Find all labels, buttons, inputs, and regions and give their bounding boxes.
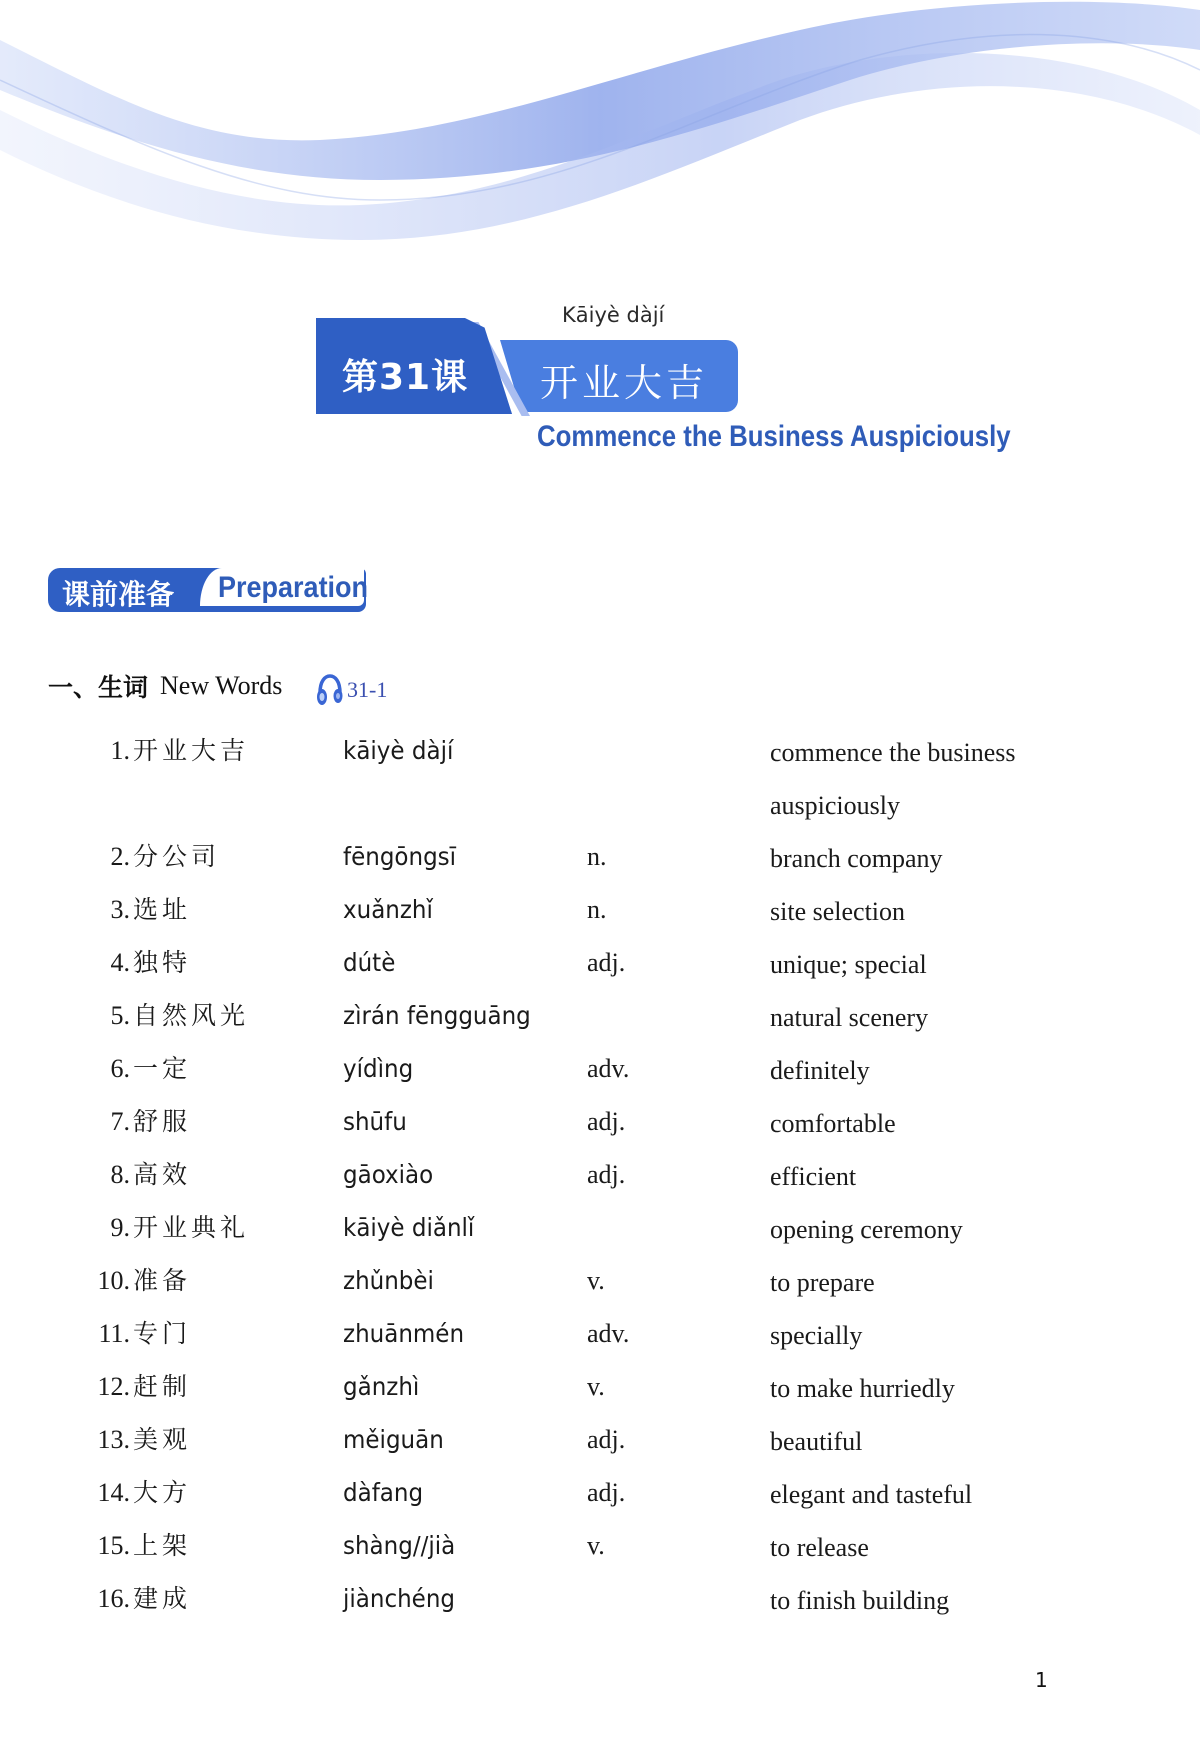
vocab-row [0, 1574, 1200, 1624]
vocab-pinyin: měiguān [343, 1425, 444, 1454]
vocab-hanzi: 赶制 [133, 1372, 192, 1401]
vocab-part-of-speech: v. [587, 1266, 605, 1295]
vocab-part-of-speech: adj. [587, 1478, 626, 1507]
vocab-part-of-speech: n. [587, 842, 607, 871]
header-wave-decoration [0, 0, 1200, 270]
vocab-row [0, 1097, 1200, 1147]
vocab-row [0, 1150, 1200, 1200]
vocab-number: 11. [98, 1319, 130, 1348]
new-words-heading-chinese: 一、生词 [48, 673, 149, 702]
vocab-hanzi: 分公司 [133, 842, 221, 871]
vocab-hanzi: 舒服 [133, 1107, 192, 1136]
vocab-number: 4. [110, 948, 130, 977]
vocab-pinyin: dàfang [343, 1478, 424, 1507]
vocab-pinyin: zìrán fēngguāng [343, 1001, 531, 1030]
vocab-pinyin: kāiyè diǎnlǐ [343, 1213, 475, 1242]
vocab-row [0, 1256, 1200, 1306]
vocab-meaning: opening ceremony [770, 1215, 963, 1244]
vocab-number: 8. [110, 1160, 130, 1189]
new-words-heading [48, 668, 282, 704]
vocab-pinyin: fēngōngsī [343, 842, 457, 871]
vocab-row [0, 832, 1200, 882]
vocab-hanzi: 建成 [133, 1584, 192, 1613]
vocab-hanzi: 独特 [133, 948, 192, 977]
page-number: 1 [1035, 1668, 1048, 1692]
vocab-row [0, 1309, 1200, 1359]
vocab-row [0, 1362, 1200, 1412]
vocab-row [0, 1203, 1200, 1253]
vocab-part-of-speech: adv. [587, 1054, 630, 1083]
vocab-meaning: to finish building [770, 1586, 950, 1615]
vocab-meaning: beautiful [770, 1427, 863, 1456]
vocab-hanzi: 大方 [133, 1478, 192, 1507]
vocab-number: 3. [110, 895, 130, 924]
vocab-number: 9. [110, 1213, 130, 1242]
vocab-pinyin: gāoxiào [343, 1160, 434, 1189]
preparation-banner [48, 568, 369, 612]
lesson-subtitle-english: Commence the Business Auspiciously [537, 420, 1011, 453]
vocab-row [0, 938, 1200, 988]
vocab-number: 1. [110, 736, 130, 765]
vocab-pinyin: shūfu [343, 1107, 407, 1136]
new-words-heading-english: New Words [160, 671, 283, 700]
vocab-meaning: efficient [770, 1162, 857, 1191]
vocab-part-of-speech: adj. [587, 1425, 626, 1454]
vocab-meaning: definitely [770, 1056, 870, 1085]
vocab-pinyin: dútè [343, 948, 396, 977]
vocab-part-of-speech: adj. [587, 948, 626, 977]
vocab-meaning: to prepare [770, 1268, 875, 1297]
vocab-row [0, 1044, 1200, 1094]
vocab-row [0, 991, 1200, 1041]
vocab-meaning: branch company [770, 844, 943, 873]
vocab-hanzi: 上架 [133, 1531, 192, 1560]
lesson-number: 第31课 [342, 357, 469, 398]
vocab-meaning: to release [770, 1533, 869, 1562]
vocab-pinyin: xuǎnzhǐ [343, 895, 433, 924]
vocab-number: 12. [97, 1372, 130, 1401]
audio-track-link[interactable] [316, 673, 387, 707]
vocab-pinyin: kāiyè dàjí [343, 736, 454, 765]
vocab-row [0, 1521, 1200, 1571]
vocab-meaning: comfortable [770, 1109, 896, 1138]
vocab-pinyin: zhuānmén [343, 1319, 465, 1348]
banner-label-chinese: 课前准备 [62, 578, 175, 611]
vocab-part-of-speech: adv. [587, 1319, 630, 1348]
vocab-row [0, 726, 1200, 820]
vocab-number: 14. [97, 1478, 130, 1507]
banner-label-english: Preparation [218, 571, 369, 604]
vocab-hanzi: 自然风光 [133, 1001, 250, 1030]
vocab-hanzi: 准备 [133, 1266, 192, 1295]
vocab-meaning: commence the business auspiciously [770, 738, 1016, 820]
vocab-row [0, 1468, 1200, 1518]
vocab-hanzi: 一定 [133, 1054, 192, 1083]
vocab-meaning: specially [770, 1321, 863, 1350]
vocab-meaning: site selection [770, 897, 906, 926]
vocab-hanzi: 美观 [133, 1425, 192, 1454]
vocab-pinyin: gǎnzhì [343, 1372, 420, 1401]
lesson-title-pinyin: Kāiyè dàjí [562, 303, 665, 327]
vocab-hanzi: 专门 [133, 1319, 192, 1348]
vocab-pinyin: shàng//jià [343, 1531, 456, 1560]
vocab-hanzi: 高效 [133, 1160, 192, 1189]
vocab-meaning: natural scenery [770, 1003, 929, 1032]
vocab-meaning: unique; special [770, 950, 927, 979]
vocab-part-of-speech: adj. [587, 1160, 626, 1189]
vocab-row [0, 885, 1200, 935]
vocab-meaning: elegant and tasteful [770, 1480, 973, 1509]
vocab-row [0, 1415, 1200, 1465]
vocab-part-of-speech: n. [587, 895, 607, 924]
vocab-number: 5. [110, 1001, 130, 1030]
vocab-number: 6. [110, 1054, 130, 1083]
vocab-number: 13. [97, 1425, 130, 1454]
vocab-number: 7. [110, 1107, 130, 1136]
lesson-title: 开业大吉 [540, 361, 709, 405]
vocab-part-of-speech: adj. [587, 1107, 626, 1136]
vocab-hanzi: 选址 [133, 895, 192, 924]
headphones-icon [316, 673, 344, 707]
vocab-number: 15. [97, 1531, 130, 1560]
vocab-number: 10. [97, 1266, 130, 1295]
vocab-meaning: to make hurriedly [770, 1374, 955, 1403]
vocab-number: 2. [110, 842, 130, 871]
vocab-part-of-speech: v. [587, 1372, 605, 1401]
audio-track-code: 31-1 [347, 677, 388, 702]
vocab-pinyin: yídìng [343, 1054, 414, 1083]
vocab-part-of-speech: v. [587, 1531, 605, 1560]
vocab-pinyin: zhǔnbèi [343, 1266, 434, 1295]
vocab-hanzi: 开业典礼 [133, 1213, 250, 1242]
vocab-number: 16. [97, 1584, 130, 1613]
vocab-pinyin: jiànchéng [343, 1584, 456, 1613]
vocab-hanzi: 开业大吉 [133, 736, 250, 765]
